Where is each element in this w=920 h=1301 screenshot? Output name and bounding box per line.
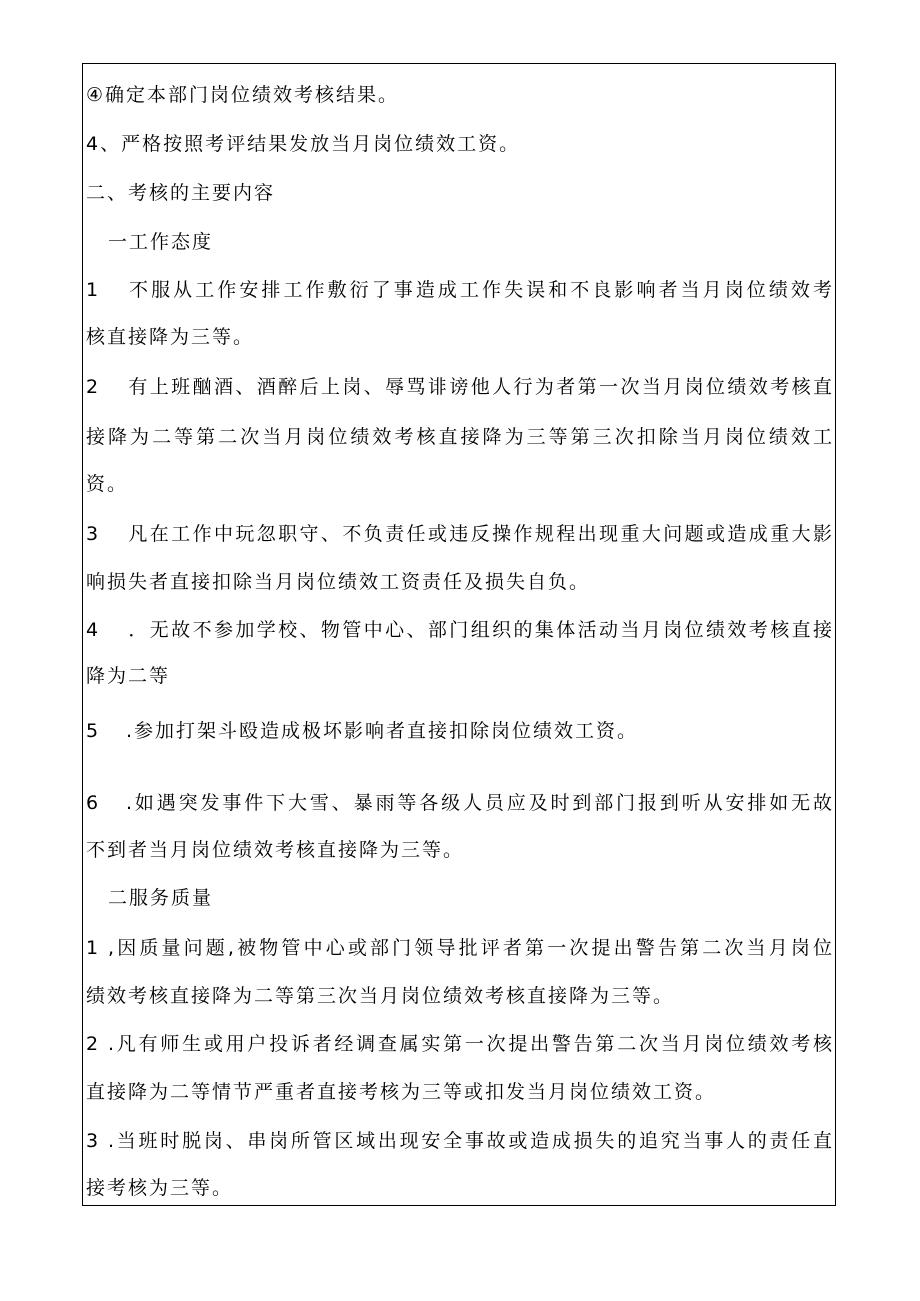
item-number: 3	[86, 523, 99, 545]
item-number: 5	[86, 720, 101, 742]
item-number: 1	[86, 937, 99, 959]
section-heading-main-content: 二、考核的主要内容	[86, 182, 276, 204]
item-text: ,因质量问题,被物管中心或部门领导批评者第一次提出警告第二次当月岗位	[108, 937, 832, 959]
list-item-attitude-2-cont2: 资。	[86, 473, 129, 495]
list-item-attitude-4-cont: 降为二等	[86, 665, 171, 687]
item-text: .如遇突发事件下大雪、暴雨等各级人员应及时到部门报到听从安排如无故	[126, 792, 832, 814]
list-item-service-2-cont: 直接降为二等情节严重者直接考核为三等或扣发当月岗位绩效工资。	[86, 1081, 717, 1103]
item-text: .参加打架斗殴造成极坏影响者直接扣除岗位绩效工资。	[126, 720, 639, 742]
subsection-heading-service-quality: 二服务质量	[108, 887, 214, 909]
item-number: 2	[86, 1033, 99, 1055]
list-item-attitude-2	[86, 375, 832, 399]
list-item-service-3	[86, 1129, 832, 1153]
list-item-attitude-1	[86, 278, 832, 302]
item-number: 1	[86, 279, 99, 301]
text-line-pay-rule: 4、严格按照考评结果发放当月岗位绩效工资。	[86, 133, 521, 155]
list-item-attitude-6-cont: 不到者当月岗位绩效考核直接降为三等。	[86, 839, 465, 861]
item-text: 凡在工作中玩忽职守、不负责任或违反操作规程出现重大问题或造成重大影	[126, 523, 832, 545]
item-number: 3	[86, 1130, 99, 1152]
list-item-service-1-cont: 绩效考核直接降为二等第三次当月岗位绩效考核直接降为三等。	[86, 985, 675, 1007]
text-line-confirm-results: ④确定本部门岗位绩效考核结果。	[86, 84, 400, 106]
subsection-heading-work-attitude: 一工作态度	[108, 231, 214, 253]
list-item-service-2	[86, 1032, 832, 1056]
item-number: 6	[86, 792, 99, 814]
list-item-attitude-3-cont: 响损失者直接扣除当月岗位绩效工资责任及损失自负。	[86, 571, 591, 593]
item-text: 有上班酗酒、酒醉后上岗、辱骂诽谤他人行为者第一次当月岗位绩效考核直	[126, 376, 832, 398]
list-item-attitude-6	[86, 791, 832, 815]
item-number: 4	[86, 619, 99, 641]
list-item-attitude-5	[86, 719, 638, 743]
list-item-attitude-3	[86, 522, 832, 546]
item-number: 2	[86, 376, 99, 398]
list-item-service-3-cont: 接考核为三等。	[86, 1177, 234, 1199]
list-item-attitude-2-cont: 接降为二等第二次当月岗位绩效考核直接降为三等第三次扣除当月岗位绩效工	[86, 426, 832, 448]
item-text: ．无故不参加学校、物管中心、部门组织的集体活动当月岗位绩效考核直接	[126, 619, 832, 641]
list-item-attitude-4	[86, 618, 832, 642]
list-item-service-1	[86, 936, 832, 960]
list-item-attitude-1-cont: 核直接降为三等。	[86, 326, 255, 348]
item-text: .凡有师生或用户投诉者经调查属实第一次提出警告第二次当月岗位绩效考核	[108, 1033, 832, 1055]
item-text: .当班时脱岗、串岗所管区域出现安全事故或造成损失的追究当事人的责任直	[108, 1130, 832, 1152]
item-text: 不服从工作安排工作敷衍了事造成工作失误和不良影响者当月岗位绩效考	[126, 279, 832, 301]
